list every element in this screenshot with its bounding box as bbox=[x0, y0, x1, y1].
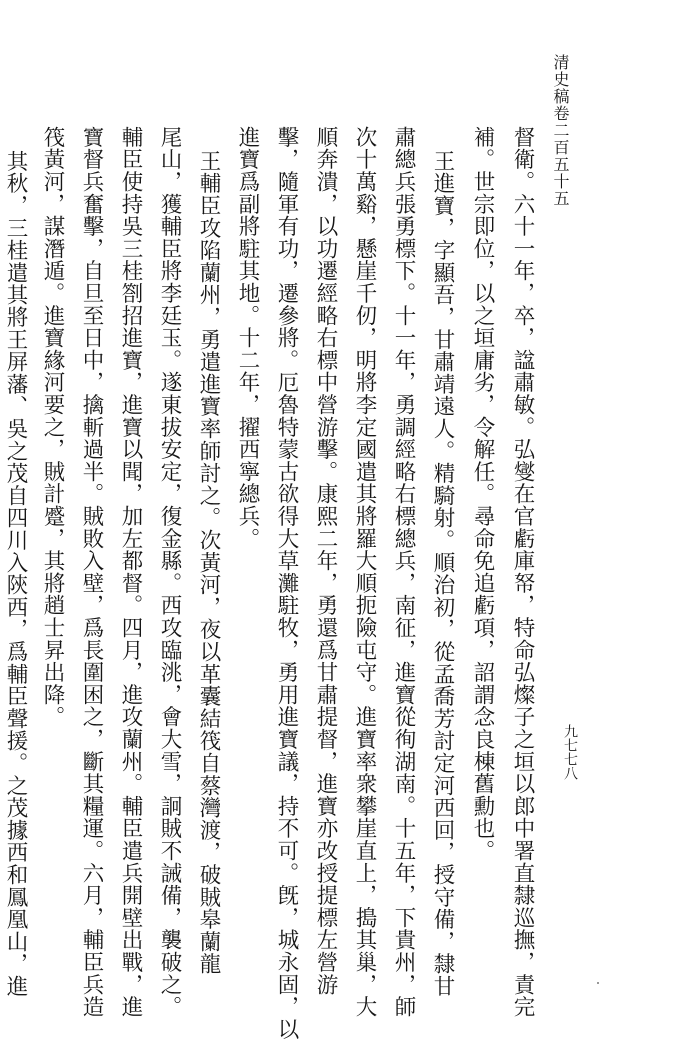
page-number: 九七七八 bbox=[562, 724, 578, 780]
text-column: 王輔臣攻陷蘭州，勇遣進寶率師討之。次黃河，夜以革囊結筏自蔡灣渡，破賊皋蘭龍 bbox=[196, 150, 221, 976]
text-column: 尾山，獲輔臣將李廷玉。遂東拔安定，復金縣。西攻臨洮，會大雪，詗賊不誡備，襲破之。 bbox=[157, 126, 182, 1018]
text-column: 筏黃河，謀潛遁。進寶緣河要之，賊計蹙，其將趙士昇出降。 bbox=[40, 126, 65, 729]
text-column: 擊，隨軍有功，遷參將。厄魯特蒙古欲得大草灘駐牧，勇用進寶議，持不可。旣，城永固，以 bbox=[274, 126, 299, 1040]
text-column: 補。世宗即位，以之垣庸劣，令解任。尋命免追虧項，詔謂念良棟舊勳也。 bbox=[470, 126, 495, 862]
text-column: 其秋，三桂遣其將王屏藩、吳之茂自四川入陝西，爲輔臣聲援。之茂據西和鳳凰山，進 bbox=[3, 150, 28, 998]
text-column: 督衛。六十一年，卒，諡肅敏。弘燮在官虧庫帑，特命弘燦子之垣以郎中署直隸巡撫，責完 bbox=[510, 126, 535, 1018]
page-header: 清史稿卷二百五十五 bbox=[551, 54, 570, 207]
text-column: 寶督兵奮擊，自旦至日中，擒斬過半。賊敗入壁，爲長圍困之，斷其糧運。六月，輔臣兵造 bbox=[79, 126, 104, 1018]
text-column: 輔臣使持吳三桂劄招進寶，進寶以聞，加左都督。四月，進攻蘭州。輔臣遣兵開壁出戰，進 bbox=[118, 126, 143, 1018]
text-column: 順奔潰，以功遷經略右標中營游擊。康熙二年，勇還爲甘肅提督，進寶亦改授提標左營游 bbox=[313, 126, 338, 996]
text-column: 次十萬谿，懸崖千仞，明將李定國遣其將羅大順扼險屯守。進寶率衆攀崖直上，搗其巢，大 bbox=[352, 126, 377, 1018]
text-column: 王進寶，字顯吾，甘肅靖遠人。精騎射。順治初，從孟喬芳討定河西回，授守備，隸甘 bbox=[430, 150, 455, 998]
scan-speck bbox=[597, 982, 599, 984]
text-column: 肅總兵張勇標下。十一年，勇調經略右標總兵，南征，進寶從徇湖南。十五年，下貴州，師 bbox=[391, 126, 416, 1018]
text-column: 進寶爲副將駐其地。十二年，擢西寧總兵。 bbox=[235, 126, 260, 550]
